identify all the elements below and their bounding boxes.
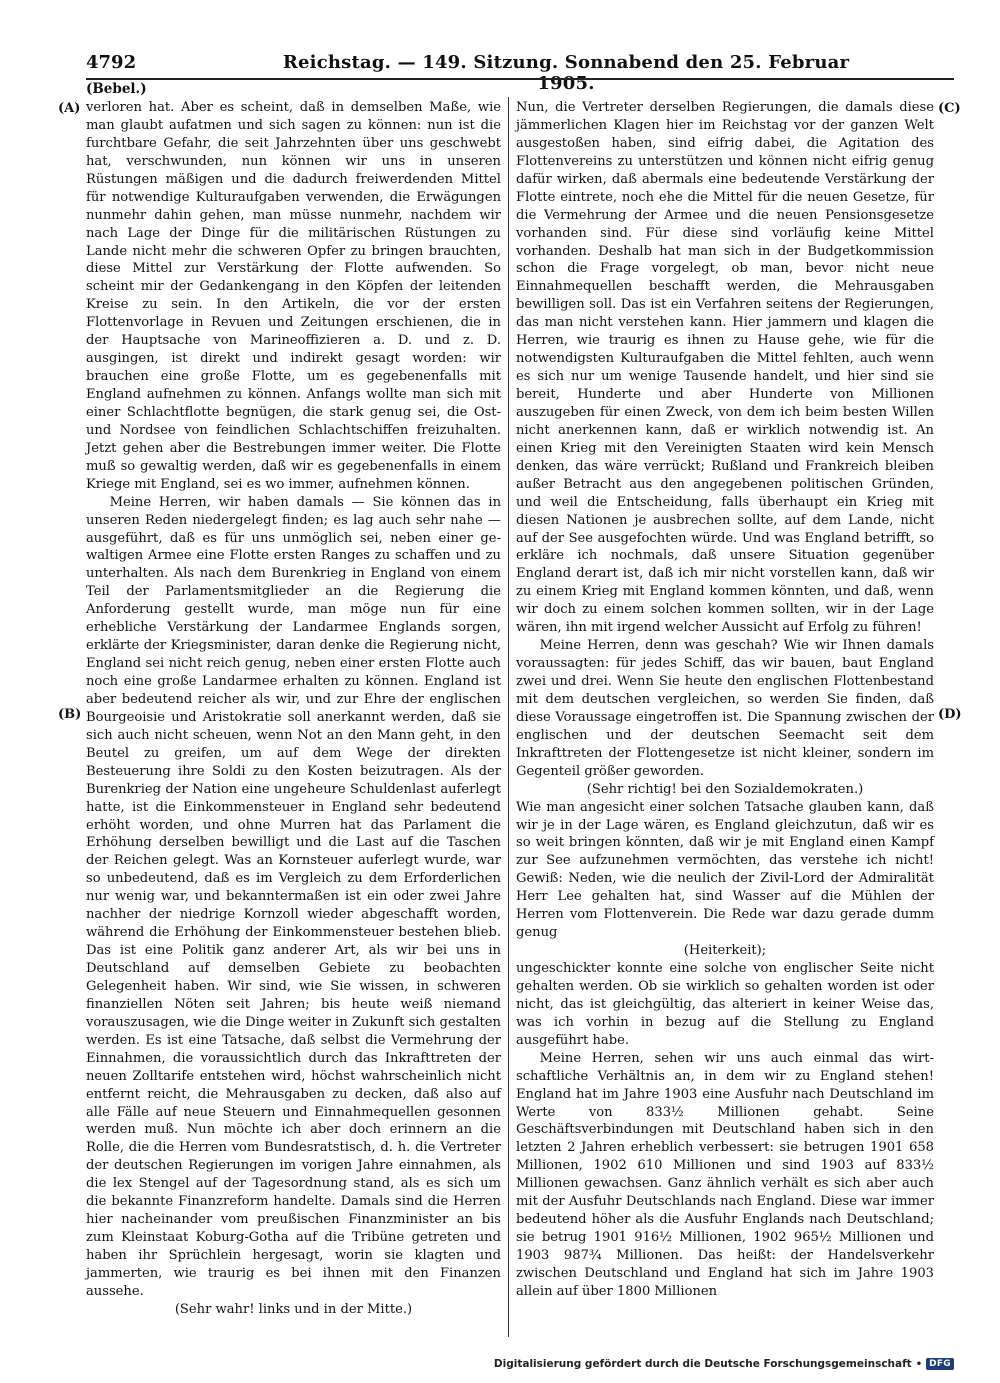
paragraph: Meine Herren, denn was geschah? Wie wir Ihnen damals voraussagten: für jedes Schiff, das wir bauen, baut England zwei und drei. Wenn Sie heute den englischen Flottenbestand mit dem deutschen vergleichen, so werden Sie finden, daß diese Voraussage eingetroffen ist. Die Spannung zwischen der englischen und der deutschen Seemacht seit dem Inkrafttreten der Flottengesetze ist nicht kleiner, sondern im Gegenteil größer geworden.	[516, 638, 934, 779]
paragraph: verloren hat. Aber es scheint, daß in demselben Maße, wie man glaubt aufatmen und sich sagen zu können: nun ist die furchtbare Gefahr, die seit Jahrzehnten über uns geschwebt hat, verschwunden, nun können wir uns in unseren Rüstungen mäßigen und die dadurch freiwerdenden Mittel für notwendige Kulturaufgaben verwenden, die Erwägungen nunmehr dahin gehen, man müsse nunmehr, nachdem wir nach Lage der Dinge für die militärischen Rüstungen zu Lande nicht mehr die schweren Opfer zu bringen brauchten, diese Mittel zur Verstärkung der Flotte aufwenden. So scheint mir der Gedankengang in den Köpfen der leitenden Kreise zu sein. In den Artikeln, die vor der ersten Flottenvorlage in Revuen und Zeitungen erschienen, die in der Hauptsache von Marineoffizieren a. D. und z. D. ausgingen, ist direkt und indirekt gesagt worden: wir brauchen eine große Flotte, um es gegebenenfalls mit England aufnehmen zu können. Anfangs wollte man sich mit einer Schlachtflotte begnügen, die stark genug sei, die Ost- und Nordsee von feindlichen Schlachtschiffen freizuhalten. Jetzt gehen aber die Bestrebungen immer weiter. Die Flotte muß so gewaltig werden, daß wir es gegebenenfalls in einem Kriege mit England, sei es wo immer, aufnehmen können.	[86, 100, 501, 492]
interjection: (Heiterkeit);	[683, 943, 767, 959]
right-column	[516, 99, 934, 1301]
interjection: (Sehr wahr! links und in der Mitte.)	[174, 1301, 413, 1317]
paragraph: Nun, die Vertreter derselben Regierungen, die damals diese jämmerlichen Klagen hier im Reichstag vor der ganzen Welt ausgestoßen haben, sind eifrig dabei, die Agitation des Flottenvereins zu unterstützen und können nicht eifrig genug dafür wirken, daß abermals eine bedeutende Verstärkung der Flotte eintrete, noch ehe die Mittel für die neuen Gesetze, für die Vermehrung der Armee und die neuen Pensionsgesetze vorhanden sind. Für diese sind vorläufig keine Mittel vorhanden. Deshalb hat man sich in der Budgetkommission schon die Frage vorgelegt, ob man, bevor nicht neue Einnahmequellen beschafft werden, die Mehrausgaben bewilligen soll. Das ist ein Verfahren seitens der Regierungen, das man nicht verstehen kann. Hier jammern und klagen die Herren, wie traurig es ihnen zu Hause gehe, wie für die notwendigsten Kulturaufgaben die Mittel fehlten, auch wenn es sich nur um wenige Tausende handelt, und hier sind sie bereit, Hunderte und aber Hunderte von Millionen auszugeben für einen Zweck, von dem ich beim besten Willen nicht anerkennen kann, daß er wirklich notwendig ist. An einen Krieg mit den Vereinigten Staaten wird kein Mensch denken, das wäre verrückt; Rußland und Frankreich bleiben außer Betracht aus den angegebenen politischen Gründen, und weil die Entscheidung, falls überhaupt ein Krieg mit diesen Nationen je ausbrechen sollte, auf dem Lande, nicht auf der See ausgefochten würde. Und was England betrifft, so erkläre ich nochmals, daß unsere Situation gegenüber England derart ist, daß ich mir nicht vorstellen kann, daß wir zu einem Krieg mit England kommen könnten, und daß, wenn wir doch zu einem solchen kommen sollten, wir in der Lage wären, ihn mit irgend welcher Aussicht auf Erfolg zu führen!	[516, 100, 934, 636]
margin-marker-a: (A)	[58, 101, 81, 116]
running-title: Reichstag. — 149. Sitzung. Sonnabend den 25. Februar 1905.	[282, 52, 850, 94]
page-number: 4792	[86, 52, 137, 73]
speaker-label: (Bebel.)	[86, 81, 147, 97]
footer-credit: Digitalisierung gefördert durch die Deutsche Forschungsgemeinschaft	[493, 1358, 912, 1370]
interjection: (Sehr richtig! bei den Sozialdemokraten.)	[586, 781, 864, 797]
margin-marker-d: (D)	[938, 707, 962, 722]
margin-marker-c: (C)	[938, 101, 961, 116]
digitization-footer	[494, 1358, 954, 1370]
margin-marker-b: (B)	[58, 707, 82, 722]
dfg-logo: DFG	[926, 1358, 954, 1370]
column-divider	[508, 97, 509, 1337]
left-column	[86, 99, 501, 1319]
paragraph: Meine Herren, sehen wir uns auch einmal das wirtschaftliche Verhältnis an, in dem wir zu England stehen! England hat im Jahre 1903 eine Ausfuhr nach Deutschland im Werte von 833½ Millionen gehabt. Seine Geschäftsverbindungen mit Deutschland haben sich in den letzten 2 Jahren erheblich verbessert: sie betrugen 1901 658 Millionen, 1902 610 Millionen und sind 1903 auf 833½ Millionen gewachsen. Ganz ähnlich verhält es sich aber auch mit der Ausfuhr Deutschlands nach England. Diese war immer bedeutend höher als die Ausfuhr Englands nach Deutschland; sie betrug 1901 916½ Millionen, 1902 965½ Millionen und 1903 987¾ Millionen. Das heißt: der Handelsverkehr zwischen Deutschland und England hat sich im Jahre 1903 allein auf über 1800 Millionen	[516, 1050, 934, 1299]
paragraph: ungeschickter konnte eine solche von englischer Seite nicht gehalten werden. Ob sie wirklich so gehalten worden ist oder nicht, das ist gleichgültig, das alteriert in keiner Weise das, was ich vorhin in bezug auf die Stellung zu England ausgeführt habe.	[516, 961, 934, 1048]
paragraph: Wie man angesicht einer solchen Tatsache glauben kann, daß wir je in der Lage wären, es England gleichzutun, daß wir es so weit bringen könnten, daß wir je mit England einen Kampf zur See aufzunehmen vermöchten, das verstehe ich nicht! Gewiß: Neden, wie die neulich der Zivil-Lord der Admiralität Herr Lee gehalten hat, sind Wasser auf die Mühlen der Herren vom Flottenverein. Die Rede war dazu gerade dumm genug	[516, 799, 934, 941]
separator-dot: •	[915, 1358, 923, 1370]
header-rule	[86, 78, 954, 80]
paragraph: Meine Herren, wir haben damals — Sie können das in unseren Reden niedergelegt finden; es lag auch sehr nahe — ausgeführt, daß es für uns unmöglich sei, neben einer gewaltigen Armee eine Flotte ersten Ranges zu schaffen und zu unterhalten. Als nach dem Burenkrieg in England von einem Teil der Parlamentsmitglieder an die Regierung die Anforderung gestellt wurde, man möge nun für eine erhebliche Verstärkung der Landarmee Englands sorgen, erklärte der Kriegsminister, daran denke die Regierung nicht, England sei nicht reich genug, neben einer ersten Flotte auch noch eine große Landarmee erhalten zu können. England ist aber bedeutend reicher als wir, und zur Ehre der englischen Bourgeoisie und Aristokratie soll anerkannt werden, daß sie sich auch nicht scheuen, wenn Not an den Mann geht, in den Beutel zu greifen, um auf dem Wege der direkten Besteuerung ihre Soldi zu den Kosten beizutragen. Als der Burenkrieg der Nation eine ungeheure Schuldenlast auferlegt hatte, ist die Einkommensteuer in England sehr bedeutend erhöht worden, und ohne Murren hat das Parlament die Erhöhung derselben bewilligt und die Last auf die Taschen der Reichen gelegt. Was an Kornsteuer auferlegt wurde, war so unbedeutend, daß es im Vergleich zu dem Erforderlichen nur wenig war, und bekanntermaßen ist ein oder zwei Jahre nachher der niedrige Kornzoll wieder abgeschafft worden, während die Erhöhung der Einkommensteuer bestehen blieb. Das ist eine Politik ganz anderer Art, als wir bei uns in Deutschland auf demselben Gebiete zu beobachten Gelegenheit haben. Wir sind, wie Sie wissen, in schweren finanziellen Nöten seit Jahren; bis heute weiß niemand vorauszusagen, wie die Dinge weiter in Zukunft sich gestalten werden. Es ist eine Tatsache, daß selbst die Vermehrung der Einnahmen, die voraussichtlich durch das Inkrafttreten der neuen Zolltarife entstehen wird, höchst wahrscheinlich nicht entfernt reicht, die Mehrausgaben zu decken, daß also auf alle Fälle auf neue Steuern und Einnahmequellen gesonnen werden muß. Nun möchte ich aber doch erinnern an die Rolle, die die Herren vom Bundesratstisch, d. h. die Vertreter der deutschen Regierungen im vorigen Jahre einnahmen, als die lex Stengel auf der Tagesordnung stand, als es sich um die bekannte Finanzreform handelte. Damals sind die Herren hier nacheinander vom preußischen Finanzminister an bis zum Kleinstaat Koburg-Gotha auf die Tribüne getreten und haben ihr Sprüchlein hergesagt, worin sie klagten und jammerten, wie traurig es bei ihnen mit den Finanzen aussehe.	[86, 494, 501, 1299]
